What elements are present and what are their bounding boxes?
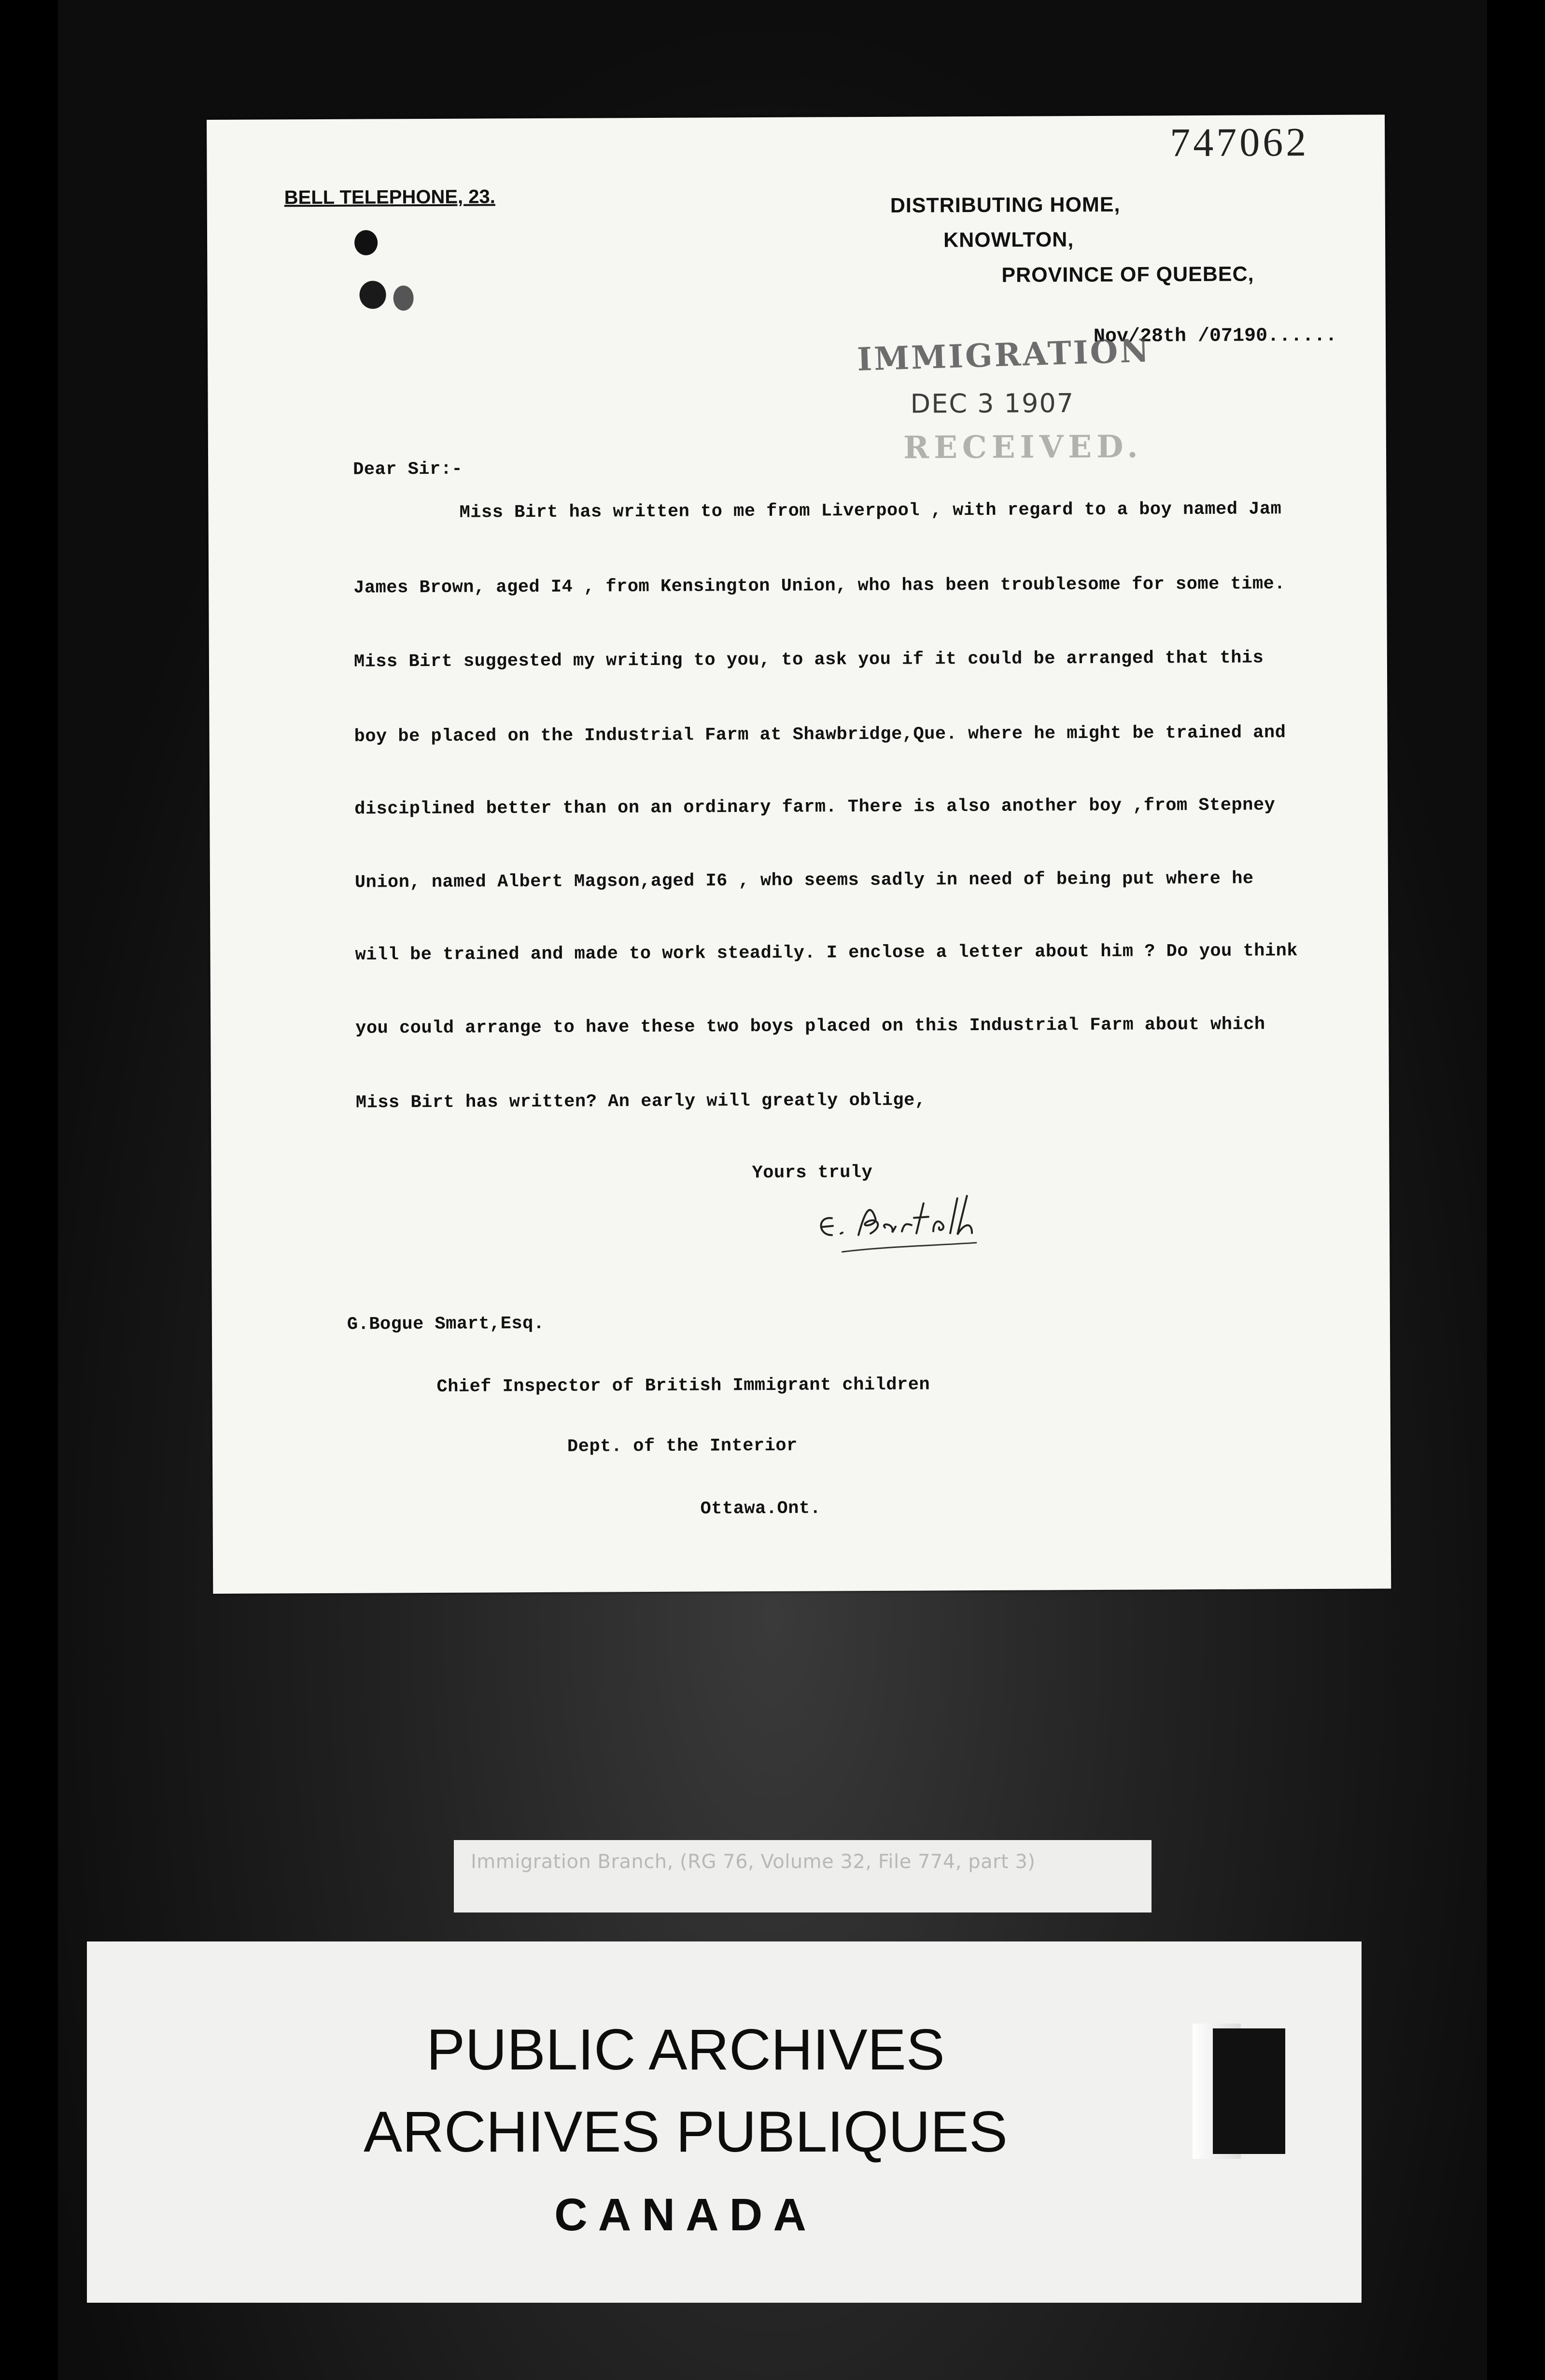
letterhead-line-2: KNOWLTON,	[943, 228, 1074, 252]
recipient-title: Chief Inspector of British Immigrant children	[436, 1374, 930, 1397]
binder-clip	[1213, 2028, 1285, 2154]
recipient-city: Ottawa.Ont.	[700, 1498, 821, 1519]
body-line: James Brown, aged I4 , from Kensington Union, who has been troublesome for some time.	[353, 574, 1286, 598]
letterhead-line-3: PROVINCE OF QUEBEC,	[1001, 262, 1254, 287]
stamp-date: DEC 3 1907	[910, 388, 1075, 419]
file-number: 747062	[1170, 120, 1309, 166]
body-line: you could arrange to have these two boys placed on this Industrial Farm about which	[355, 1014, 1265, 1039]
frame-edge-right	[1487, 0, 1545, 2380]
body-line: boy be placed on the Industrial Farm at Shawbridge,Que. where he might be trained and	[354, 722, 1286, 747]
letterhead-line-1: DISTRIBUTING HOME,	[890, 193, 1121, 217]
recipient-name: G.Bogue Smart,Esq.	[347, 1313, 545, 1335]
stamp-received: RECEIVED.	[903, 428, 1143, 466]
telephone-line: BELL TELEPHONE, 23.	[284, 186, 495, 209]
punch-hole-icon	[393, 285, 414, 311]
body-line: will be trained and made to work steadily. I enclose a letter about him ? Do you think	[355, 941, 1298, 965]
handwritten-signature	[813, 1189, 1006, 1262]
punch-hole-icon	[359, 281, 386, 309]
punch-hole-icon	[354, 230, 378, 255]
salutation: Dear Sir:-	[353, 459, 463, 480]
stamp-immigration: IMMIGRATION	[857, 331, 1152, 379]
body-line: Miss Birt suggested my writing to you, to ask you if it could be arranged that this	[353, 648, 1264, 672]
closing: Yours truly	[752, 1162, 873, 1184]
body-line: Miss Birt has written to me from Liverpool , with regard to a boy named Jam	[459, 499, 1282, 523]
archive-reference-slip	[454, 1840, 1152, 1912]
archives-card-line-3: CANADA	[554, 2189, 817, 2240]
letter-sheet	[207, 114, 1391, 1594]
letter-date: Nov/28th /07190......	[1093, 325, 1337, 348]
body-line: Union, named Albert Magson,aged I6 , who seems sadly in need of being put where he	[354, 868, 1254, 893]
recipient-department: Dept. of the Interior	[567, 1435, 798, 1457]
archives-card-line-2: ARCHIVES PUBLIQUES	[364, 2099, 1008, 2164]
body-line: disciplined better than on an ordinary farm. There is also another boy ,from Stepney	[354, 795, 1276, 820]
archives-card-line-1: PUBLIC ARCHIVES	[426, 2017, 945, 2082]
archive-reference: Immigration Branch, (RG 76, Volume 32, File 774, part 3)	[471, 1851, 1036, 1873]
archives-card	[87, 1941, 1362, 2303]
body-line: Miss Birt has written? An early will greatly oblige,	[355, 1090, 926, 1113]
